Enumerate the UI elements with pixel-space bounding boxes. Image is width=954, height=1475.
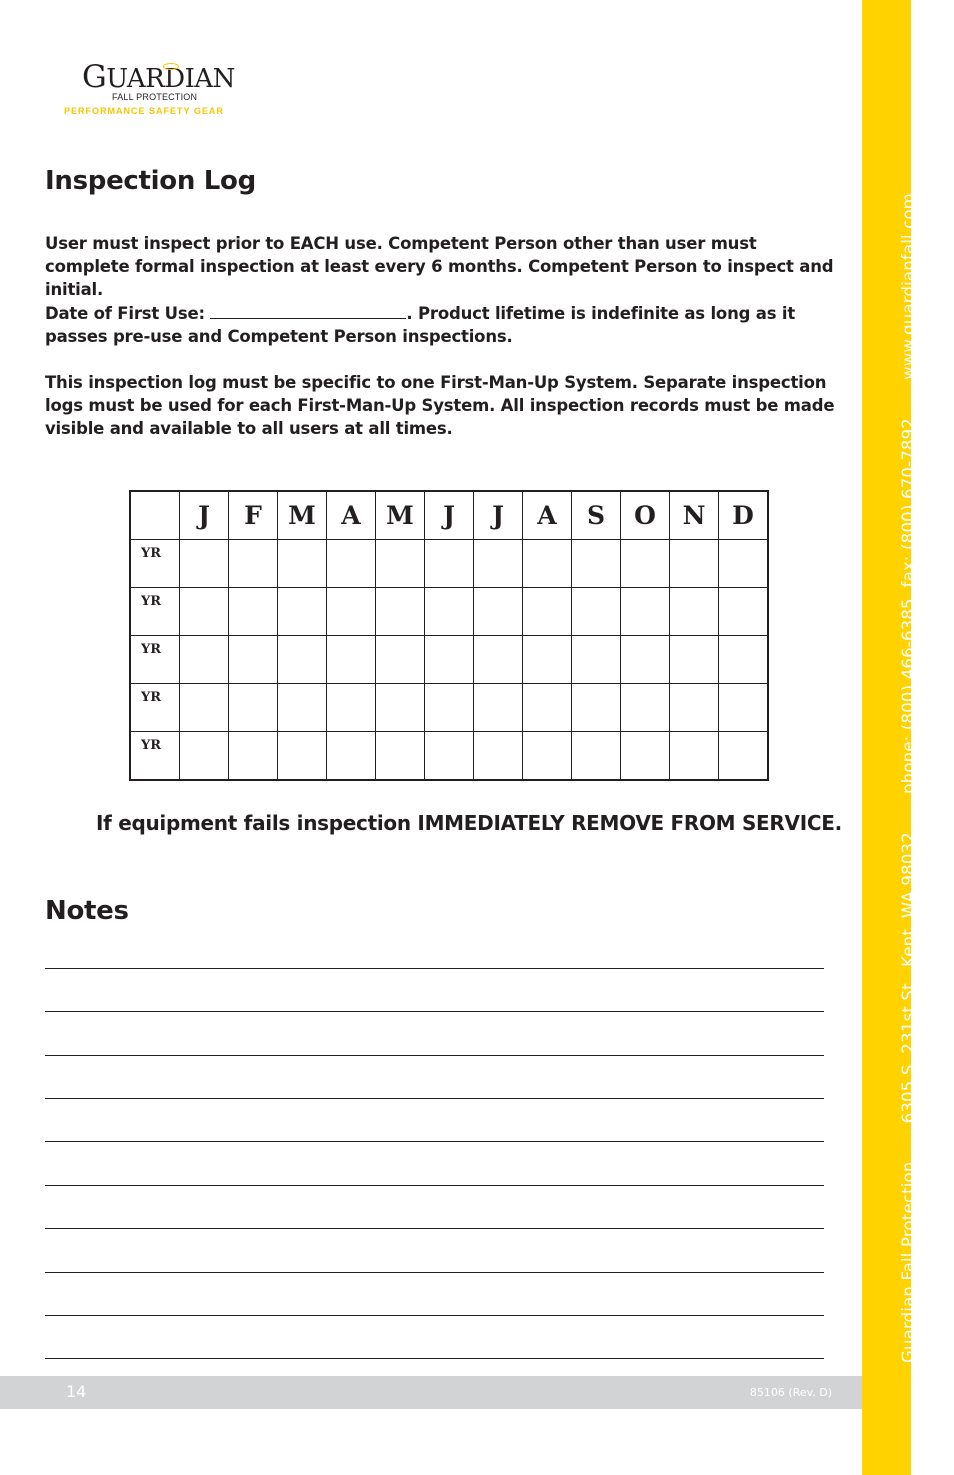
inspection-cell[interactable] [180,636,229,684]
month-header: N [670,491,719,540]
inspection-cell[interactable] [572,684,621,732]
contact-info [899,63,948,1363]
year-label[interactable]: YR [130,540,180,588]
month-header: A [327,491,376,540]
phone-number: phone: (800) 466-6385 [899,598,918,794]
inspection-cell[interactable] [425,684,474,732]
month-header: J [474,491,523,540]
inspection-cell[interactable] [425,540,474,588]
inspection-cell[interactable] [425,636,474,684]
instruction-paragraph: User must inspect prior to EACH use. Competent Person other than user must complete formal inspection at least every 6 months. Competent Person to inspect and initial. [45,234,834,299]
page-title: Inspection Log [45,166,256,196]
note-line[interactable] [45,1011,824,1012]
first-use-label: Date of First Use: [45,304,205,323]
inspection-cell[interactable] [278,588,327,636]
company-logo [60,59,235,122]
logo-wordmark: GUARDIAN [82,59,235,95]
month-header: O [621,491,670,540]
inspection-cell[interactable] [670,540,719,588]
inspection-cell[interactable] [425,732,474,781]
note-line[interactable] [45,1272,824,1273]
website-link[interactable]: www.guardianfall.com [899,192,918,380]
corner-cell [130,491,180,540]
year-label[interactable]: YR [130,588,180,636]
inspection-cell[interactable] [719,732,769,781]
inspection-cell[interactable] [278,732,327,781]
inspection-cell[interactable] [376,732,425,781]
note-line[interactable] [45,968,824,969]
inspection-cell[interactable] [523,732,572,781]
year-label[interactable]: YR [130,636,180,684]
inspection-cell[interactable] [327,588,376,636]
company-address: 6305 S. 231st St., Kent, WA 98032 [899,832,918,1124]
record-keeping-paragraph: This inspection log must be specific to one First-Man-Up System. Separate inspection logs must be used for each First-Man-Up System. All inspection records must be made visible and available to all users at all times. [45,373,835,438]
inspection-cell[interactable] [474,732,523,781]
month-header: J [425,491,474,540]
year-row [130,540,768,588]
logo-halo-icon [163,63,179,70]
note-line[interactable] [45,1141,824,1142]
note-line[interactable] [45,1315,824,1316]
inspection-cell[interactable] [670,636,719,684]
inspection-cell[interactable] [376,636,425,684]
inspection-grid [129,490,769,781]
inspection-cell[interactable] [229,636,278,684]
inspection-cell[interactable] [621,636,670,684]
inspection-cell[interactable] [278,636,327,684]
month-header: M [278,491,327,540]
note-line[interactable] [45,1228,824,1229]
inspection-cell[interactable] [327,732,376,781]
lifetime-text: . Product lifetime is indefinite as long as it passes pre-use and Competent Person inspections. [45,304,796,346]
note-line[interactable] [45,1055,824,1056]
month-header: J [180,491,229,540]
inspection-cell[interactable] [425,588,474,636]
inspection-cell[interactable] [327,636,376,684]
inspection-cell[interactable] [474,636,523,684]
year-label[interactable]: YR [130,732,180,781]
logo-tagline: PERFORMANCE SAFETY GEAR [64,106,224,116]
inspection-cell[interactable] [376,540,425,588]
notes-heading: Notes [45,896,129,926]
logo-subtitle: FALL PROTECTION [112,92,198,102]
inspection-cell[interactable] [474,684,523,732]
inspection-cell[interactable] [229,540,278,588]
inspection-cell[interactable] [327,540,376,588]
inspection-cell[interactable] [621,540,670,588]
note-line[interactable] [45,1358,824,1359]
inspection-cell[interactable] [719,636,769,684]
fax-number: fax: (800) 670-7892 [899,418,918,588]
note-line[interactable] [45,1098,824,1099]
inspection-cell[interactable] [180,540,229,588]
inspection-cell[interactable] [474,540,523,588]
page-footer [0,1376,862,1409]
first-use-date-blank[interactable] [210,303,406,319]
inspection-cell[interactable] [180,732,229,781]
inspection-cell[interactable] [278,684,327,732]
inspection-cell[interactable] [523,636,572,684]
inspection-cell[interactable] [523,540,572,588]
inspection-cell[interactable] [670,732,719,781]
first-use-paragraph [45,302,835,348]
inspection-cell[interactable] [180,684,229,732]
inspection-cell[interactable] [229,588,278,636]
month-header: F [229,491,278,540]
year-label[interactable]: YR [130,684,180,732]
inspection-cell[interactable] [523,588,572,636]
year-row [130,732,768,781]
inspection-cell[interactable] [180,588,229,636]
month-header: D [719,491,769,540]
inspection-cell[interactable] [621,684,670,732]
inspection-cell[interactable] [523,684,572,732]
month-header: A [523,491,572,540]
year-row [130,588,768,636]
year-row [130,684,768,732]
company-name: Guardian Fall Protection [899,1161,918,1363]
fail-warning: If equipment fails inspection IMMEDIATELY REMOVE FROM SERVICE. [96,811,842,835]
inspection-cell[interactable] [572,588,621,636]
inspection-cell[interactable] [621,732,670,781]
inspection-cell[interactable] [376,588,425,636]
inspection-cell[interactable] [278,540,327,588]
inspection-cell[interactable] [229,732,278,781]
inspection-cell[interactable] [621,588,670,636]
inspection-cell[interactable] [474,588,523,636]
inspection-cell[interactable] [572,636,621,684]
inspection-cell[interactable] [719,684,769,732]
month-header: S [572,491,621,540]
inspection-cell[interactable] [572,732,621,781]
inspection-cell[interactable] [670,684,719,732]
note-line[interactable] [45,1185,824,1186]
revision-code: 85106 (Rev. D) [749,1386,832,1399]
page-number: 14 [66,1382,87,1401]
year-row [130,636,768,684]
inspection-cell[interactable] [719,540,769,588]
inspection-cell[interactable] [229,684,278,732]
inspection-cell[interactable] [572,540,621,588]
inspection-cell[interactable] [376,684,425,732]
inspection-cell[interactable] [670,588,719,636]
inspection-cell[interactable] [327,684,376,732]
month-header: M [376,491,425,540]
inspection-cell[interactable] [719,588,769,636]
month-header-row [130,491,768,540]
